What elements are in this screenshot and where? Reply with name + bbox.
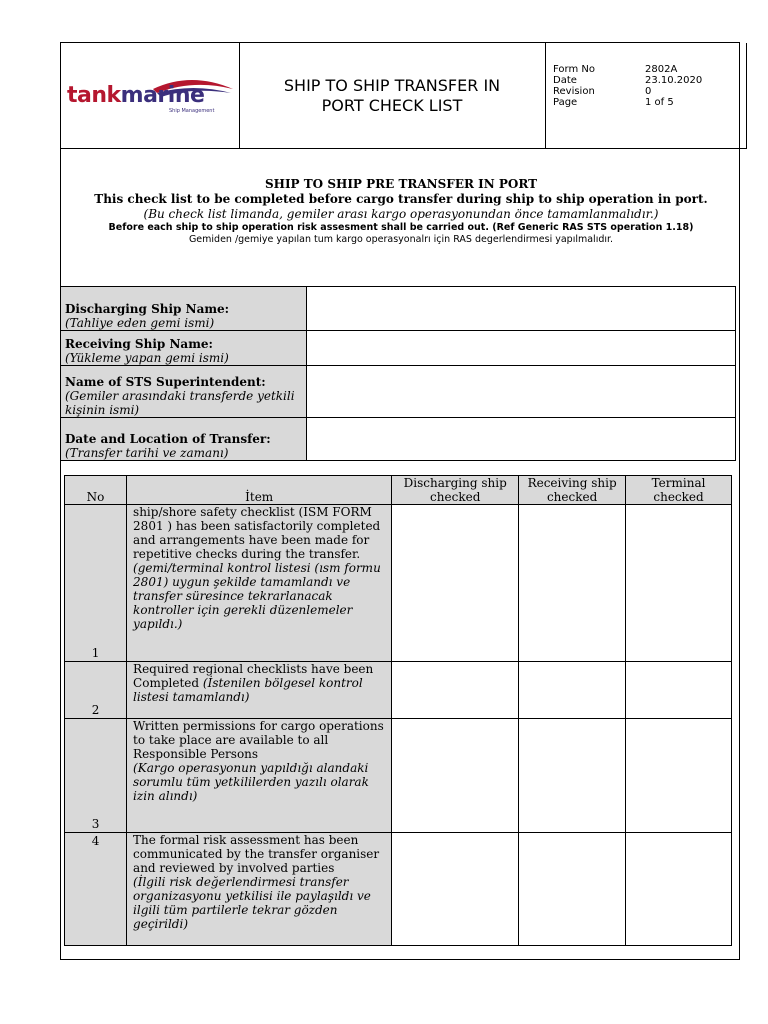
meta-value: 1 of 5 — [645, 97, 674, 108]
form-header — [61, 43, 747, 149]
row-number: 4 — [65, 833, 127, 946]
meta-page — [553, 97, 743, 108]
transfer-date-location-field[interactable] — [307, 418, 736, 461]
meta-key: Page — [553, 97, 578, 108]
meta-key: Revision — [553, 86, 595, 97]
company-logo — [61, 43, 240, 148]
form-title-line2: PORT CHECK LIST — [321, 95, 463, 115]
intro-turkish: (Bu check list limanda, gemiler arası kargo operasyonundan önce tamamlanmalıdır.) — [143, 207, 659, 221]
intro-note-turkish: Gemiden /gemiye yapılan tum kargo operasyonalrı için RAS degerlendirmesi yapılmalıdır. — [188, 234, 614, 245]
meta-form-no — [553, 64, 743, 75]
info-row-receiving — [61, 331, 736, 366]
info-label-turkish: (Transfer tarihi ve zamanı) — [65, 446, 229, 460]
col-header-no: No — [65, 476, 127, 505]
form-title-line1: SHIP TO SHIP TRANSFER IN — [283, 75, 501, 95]
row-item-turkish: (İstenilen bölgesel kontrol listesi tamamlandı) — [133, 676, 363, 704]
row-item-turkish: (gemi/terminal kontrol listesi (ısm formu 2801) uygun şekilde tamamlandı ve transfer süresince tekrarlanacak kontroller için gerekli düzenlemeler yapıldı.) — [133, 561, 381, 631]
meta-value: 23.10.2020 — [645, 75, 703, 86]
row-item — [127, 662, 392, 719]
receiving-check-cell[interactable] — [519, 662, 626, 719]
logo-word-marine: marine — [120, 83, 205, 108]
info-label-turkish: (Gemiler arasındaki transferde yetkili kişinin ismi) — [65, 389, 295, 417]
meta-date — [553, 75, 743, 86]
row-item-text: The formal risk assessment has been communicated by the transfer organiser and reviewed by involved parties — [133, 833, 380, 875]
info-row-discharging — [61, 287, 736, 331]
discharging-check-cell[interactable] — [392, 833, 519, 946]
row-item-text: ship/shore safety checklist (ISM FORM 2801 ) has been satisfactorily completed and arrangements have been made for repetitive checks during the transfer. — [133, 505, 381, 561]
receiving-check-cell[interactable] — [519, 719, 626, 833]
info-label-text: Receiving Ship Name: — [65, 337, 213, 351]
form-meta — [545, 43, 747, 148]
row-number: 1 — [65, 505, 127, 662]
logo-wordmark — [67, 83, 204, 108]
logo-word-tank: tank — [67, 83, 121, 108]
info-label-turkish: (Tahliye eden gemi ismi) — [65, 316, 215, 330]
row-item-text: Written permissions for cargo operations to take place are available to all Responsible Persons — [133, 719, 384, 761]
row-item-turkish: (Kargo operasyonun yapıldığı alandaki sorumlu tüm yetkililerden yazılı olarak izin alındı) — [133, 761, 369, 803]
row-item-turkish: (İlgili risk değerlendirmesi transfer organizasyonu yetkilisi ile paylaşıldı ve ilgili tüm partilerle tekrar gözden geçirildi) — [133, 875, 371, 931]
row-item-text: Required regional checklists have been Completed — [133, 662, 374, 690]
discharging-check-cell[interactable] — [392, 719, 519, 833]
form-title — [239, 43, 546, 148]
intro-section — [81, 177, 721, 246]
terminal-check-cell[interactable] — [626, 833, 732, 946]
logo-subtitle: Ship Management — [169, 108, 215, 114]
row-number: 3 — [65, 719, 127, 833]
meta-value: 0 — [645, 86, 652, 97]
row-item — [127, 505, 392, 662]
form-page — [60, 42, 740, 960]
meta-value: 2802A — [645, 64, 678, 75]
info-row-date-location — [61, 418, 736, 461]
col-header-receiving: Receiving ship checked — [519, 476, 626, 505]
meta-key: Date — [553, 75, 577, 86]
intro-note: Before each ship to ship operation risk assesment shall be carried out. (Ref Generic RAS STS operation 1.18) — [108, 222, 694, 233]
checklist-header-row — [65, 476, 732, 505]
info-label — [61, 366, 307, 418]
row-item — [127, 833, 392, 946]
info-label-turkish: (Yükleme yapan gemi ismi) — [65, 351, 229, 365]
meta-revision — [553, 86, 743, 97]
info-label-text: Discharging Ship Name: — [65, 302, 230, 316]
discharging-check-cell[interactable] — [392, 505, 519, 662]
receiving-ship-name-field[interactable] — [307, 331, 736, 366]
terminal-check-cell[interactable] — [626, 719, 732, 833]
checklist-row — [65, 662, 732, 719]
row-item — [127, 719, 392, 833]
terminal-check-cell[interactable] — [626, 662, 732, 719]
checklist-table — [64, 475, 732, 946]
checklist-row — [65, 833, 732, 946]
superintendent-name-field[interactable] — [307, 366, 736, 418]
meta-key: Form No — [553, 64, 595, 75]
info-row-superintendent — [61, 366, 736, 418]
ship-info-table — [60, 286, 736, 461]
checklist-row — [65, 719, 732, 833]
receiving-check-cell[interactable] — [519, 833, 626, 946]
col-header-discharging: Discharging ship checked — [392, 476, 519, 505]
info-label — [61, 418, 307, 461]
info-label — [61, 287, 307, 331]
discharging-check-cell[interactable] — [392, 662, 519, 719]
discharging-ship-name-field[interactable] — [307, 287, 736, 331]
checklist-row — [65, 505, 732, 662]
info-label — [61, 331, 307, 366]
row-number: 2 — [65, 662, 127, 719]
info-label-text: Name of STS Superintendent: — [65, 375, 266, 389]
info-label-text: Date and Location of Transfer: — [65, 432, 271, 446]
intro-subheading: This check list to be completed before cargo transfer during ship to ship operation in port. — [94, 192, 708, 206]
col-header-item: İtem — [127, 476, 392, 505]
col-header-terminal: Terminal checked — [626, 476, 732, 505]
terminal-check-cell[interactable] — [626, 505, 732, 662]
receiving-check-cell[interactable] — [519, 505, 626, 662]
intro-heading: SHIP TO SHIP PRE TRANSFER IN PORT — [264, 177, 538, 191]
